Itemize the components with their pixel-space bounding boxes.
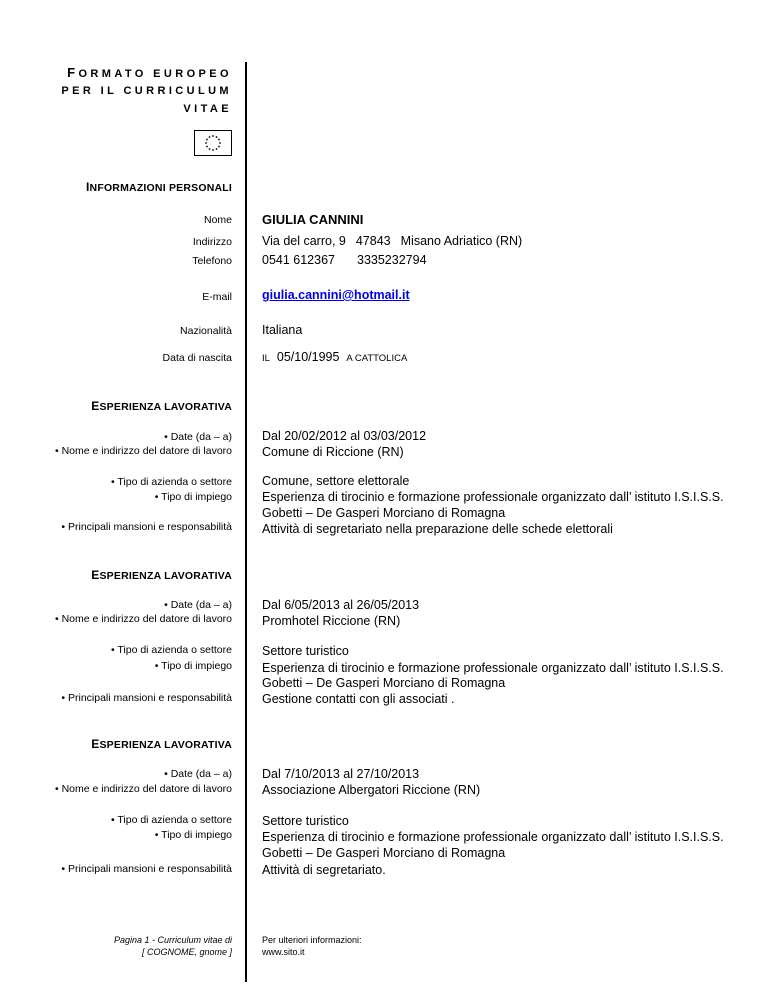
label-sector: • Tipo di azienda o settore (110, 476, 232, 488)
exp1-sector: Comune, settore elettorale (262, 474, 410, 488)
label-date: • Date (da – a) (164, 599, 232, 611)
label-employer: • Nome e indirizzo del datore di lavoro (54, 445, 232, 457)
label-duties: • Principali mansioni e responsabilità (61, 521, 232, 533)
exp2-employer: Promhotel Riccione (RN) (262, 614, 401, 628)
label-duties: • Principali mansioni e responsabilità (61, 863, 232, 875)
footer-page-info (114, 934, 232, 958)
email-link[interactable]: giulia.cannini@hotmail.it (262, 288, 410, 302)
exp2-job-type-line-2: Gobetti – De Gasperi Morciano di Romagna (262, 676, 506, 690)
label-job-type: • Tipo di impiego (154, 660, 232, 672)
value-nascita: IL 05/10/1995 A CATTOLICA (262, 350, 408, 364)
exp2-date: Dal 6/05/2013 al 26/05/2013 (262, 598, 420, 612)
footer-website[interactable]: www.sito.it (262, 947, 305, 957)
eu-flag-icon (194, 130, 232, 156)
exp3-sector: Settore turistico (262, 814, 349, 828)
section-experience-1: ESPERIENZA LAVORATIVA (91, 399, 232, 413)
label-nome: Nome (203, 214, 232, 226)
label-date: • Date (da – a) (164, 431, 232, 443)
exp1-job-type-line-2: Gobetti – De Gasperi Morciano di Romagna (262, 506, 506, 520)
label-sector: • Tipo di azienda o settore (110, 644, 232, 656)
label-telefono: Telefono (192, 255, 232, 267)
section-personal-info: INFORMAZIONI PERSONALI (86, 180, 232, 194)
label-job-type: • Tipo di impiego (154, 829, 232, 841)
label-job-type: • Tipo di impiego (154, 491, 232, 503)
section-experience-2: ESPERIENZA LAVORATIVA (91, 568, 232, 582)
doc-title-line-3: VITAE (183, 103, 232, 115)
label-employer: • Nome e indirizzo del datore di lavoro (54, 783, 232, 795)
value-nome: GIULIA CANNINI (262, 212, 364, 227)
label-nazionalita: Nazionalità (180, 325, 232, 337)
exp2-job-type-line-1: Esperienza di tirocinio e formazione professionale organizzato dall’ istituto I.S.I.S.S. (262, 661, 724, 675)
label-indirizzo: Indirizzo (192, 236, 232, 248)
value-telefono: 0541 612367 3335232794 (262, 253, 427, 267)
label-nascita: Data di nascita (162, 352, 232, 364)
footer-page-line-2: [ COGNOME, gnome ] (141, 947, 232, 957)
footer-page-line-1: Pagina 1 - Curriculum vitae di (113, 935, 232, 945)
exp1-job-type-line-1: Esperienza di tirocinio e formazione professionale organizzato dall’ istituto I.S.I.S.S. (262, 490, 724, 504)
exp1-employer: Comune di Riccione (RN) (262, 445, 404, 459)
label-date: • Date (da – a) (164, 768, 232, 780)
exp3-duties: Attività di segretariato. (262, 863, 386, 877)
value-nazionalita: Italiana (262, 323, 303, 337)
exp3-job-type-line-1: Esperienza di tirocinio e formazione professionale organizzato dall’ istituto I.S.I.S.S. (262, 830, 724, 844)
column-divider (245, 62, 247, 982)
exp2-sector: Settore turistico (262, 644, 349, 658)
exp3-job-type-line-2: Gobetti – De Gasperi Morciano di Romagna (262, 846, 506, 860)
exp1-duties: Attività di segretariato nella preparazione delle schede elettorali (262, 522, 613, 536)
exp3-date: Dal 7/10/2013 al 27/10/2013 (262, 767, 420, 781)
exp2-duties: Gestione contatti con gli associati . (262, 692, 455, 706)
value-indirizzo: Via del carro, 9 47843 Misano Adriatico (RN) (262, 234, 523, 248)
exp3-employer: Associazione Albergatori Riccione (RN) (262, 783, 481, 797)
footer-more-info-line-1: Per ulteriori informazioni: (262, 935, 362, 945)
label-employer: • Nome e indirizzo del datore di lavoro (54, 613, 232, 625)
footer-more-info (262, 934, 362, 958)
label-sector: • Tipo di azienda o settore (110, 814, 232, 826)
doc-title-line-2: PER IL CURRICULUM (61, 85, 232, 97)
label-email: E-mail (202, 291, 232, 303)
label-duties: • Principali mansioni e responsabilità (61, 692, 232, 704)
section-experience-3: ESPERIENZA LAVORATIVA (91, 737, 232, 751)
exp1-date: Dal 20/02/2012 al 03/03/2012 (262, 429, 427, 443)
doc-title-line-1: FORMATO EUROPEO (67, 65, 232, 80)
value-email (262, 287, 410, 304)
